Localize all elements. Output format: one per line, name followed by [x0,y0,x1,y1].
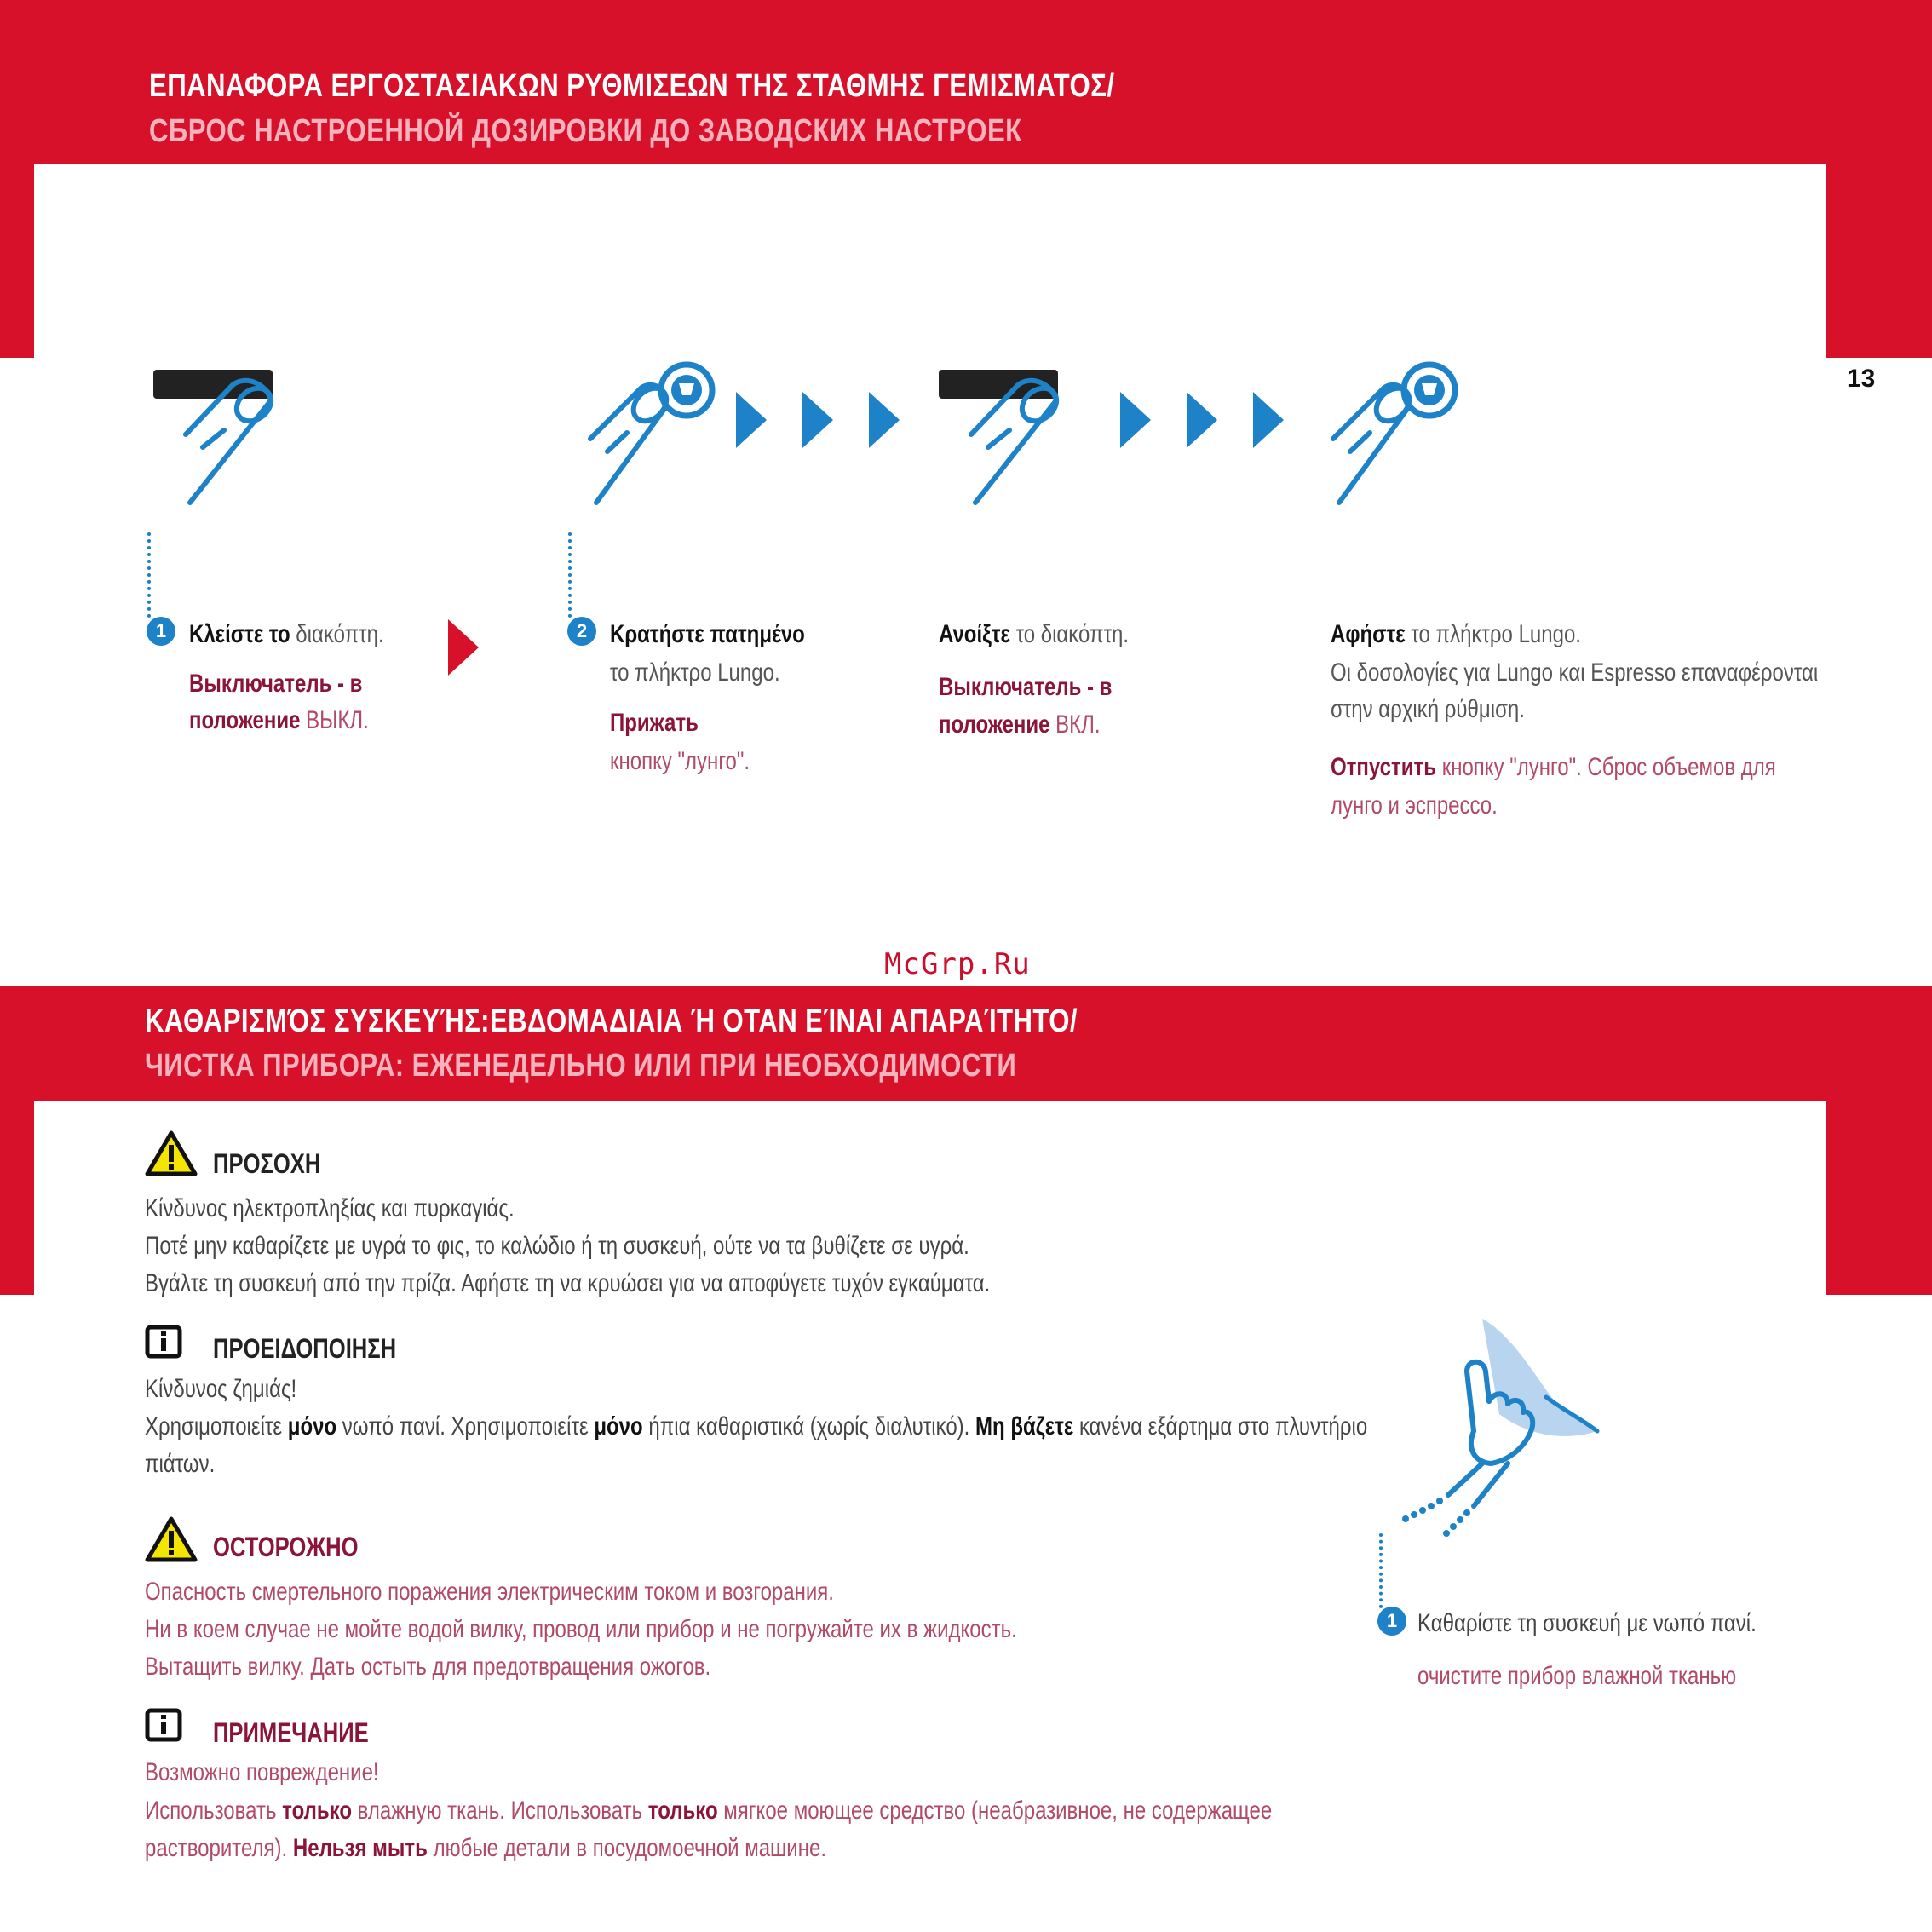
step3-russian-line1: Выключатель - в [939,673,1113,701]
notice-russian-line2: Использовать только влажную ткань. Использовать только мягкое моющее средство (неабразивное, не содержащее [145,1797,1273,1825]
step2-greek-line1: Κρατήστε πατημένο [610,620,805,648]
warning-heading-greek: ΠΡΟΣΟΧΗ [213,1148,321,1179]
warning-triangle-icon [145,1516,198,1562]
warning-greek-line1: Κίνδυνος ηλεκτροπληξίας και πυρκαγιάς. [145,1194,515,1222]
step4-greek-line1: Αφήστε το πλήκτρο Lungo. [1331,620,1581,648]
step1-greek: Κλείστε το διακόπτη. [189,620,384,648]
warning-greek-line3: Βγάλτε τη συσκευή από την πρίζα. Αφήστε τη να κρυώσει για να αποφύγετε τυχόν εγκαύματα. [145,1269,991,1297]
warning-greek-line2: Ποτέ μην καθαρίζετε με υγρά το φις, το καλώδιο ή τη συσκευή, ούτε να τα βυθίζετε σε υγρά. [145,1232,969,1260]
info-icon [145,1708,182,1742]
warning-russian-line1: Опасность смертельного поражения электрическим током и возгорания. [145,1578,834,1606]
clean-step-number: 1 [1377,1607,1406,1636]
step-red-arrow [446,618,480,677]
middle-left-band-tab [0,1101,34,1295]
step1-russian-line1: Выключатель - в [189,670,363,698]
step1-russian-line2: положение ВЫКЛ. [189,706,369,734]
clean-step-dotted-line [1379,1533,1383,1608]
clean-step-greek: Καθαρίστε τη συσκευή με νωπό πανί. [1417,1609,1757,1637]
info-icon [145,1325,182,1359]
step1-dotted-line [147,532,151,618]
warning-triangle-icon [145,1130,198,1176]
arrows-right-2 [1118,390,1289,450]
switch-open-icon [937,366,1082,511]
step4-greek-line3: στην αρχική ρύθμιση. [1331,695,1525,723]
step4-russian-line2: лунго и эспрессо. [1331,791,1498,819]
section2-title-greek: ΚΑΘΑΡΙΣΜΌΣ ΣΥΣΚΕΥΉΣ:ΕΒΔΟΜΑΔΙΑΙΑ Ή ΟΤΑΝ ΕΊΝΑΙ ΑΠΑΡΑΊΤΗΤΟ/ [145,1003,1078,1039]
clean-step-russian: очистите прибор влажной тканью [1417,1662,1737,1690]
step2-greek-line2: το πλήκτρο Lungo. [610,658,780,687]
notice-greek-line1: Κίνδυνος ζημιάς! [145,1375,297,1403]
section1-title-russian: СБРОС НАСТРОЕННОЙ ДОЗИРОВКИ ДО ЗАВОДСКИХ НАСТРОЕК [149,113,1022,149]
section2-title-russian: ЧИСТКА ПРИБОРА: ЕЖЕНЕДЕЛЬНО ИЛИ ПРИ НЕОБХОДИМОСТИ [145,1048,1017,1084]
notice-greek-line3: πιάτων. [145,1450,216,1478]
step2-russian-line1: Прижать [610,709,699,737]
notice-heading-russian: ПРИМЕЧАНИЕ [213,1717,369,1748]
step3-greek: Ανοίξτε το διακόπτη. [939,620,1130,648]
section1-title-greek: ΕΠΑΝΑΦΟΡΑ ΕΡΓΟΣΤΑΣΙΑΚΩΝ ΡΥΘΜΙΣΕΩΝ ΤΗΣ ΣΤΑΘΜΗΣ ΓΕΜΙΣΜΑΤΟΣ/ [149,68,1115,104]
step2-dotted-line [568,532,572,618]
watermark: McGrp.Ru [884,947,1031,981]
page-number: 13 [1847,365,1876,393]
warning-russian-line3: Вытащить вилку. Дать остыть для предотвращения ожогов. [145,1653,711,1681]
notice-heading-greek: ΠΡΟΕΙΔΟΠΟΙΗΣΗ [213,1333,397,1364]
step2-number: 2 [567,617,596,646]
step4-greek-line2: Οι δοσολογίες για Lungo και Espresso επαναφέρονται [1331,658,1819,687]
step2-russian-line2: кнопку "лунго". [610,747,750,775]
step3-russian-line2: положение ВКЛ. [939,710,1101,739]
warning-russian-line2: Ни в коем случае не мойте водой вилку, провод или прибор и не погружайте их в жидкость. [145,1615,1017,1643]
notice-russian-line3: растворителя). Нельзя мыть любые детали в посудомоечной машине. [145,1834,826,1862]
step1-number: 1 [147,617,175,646]
middle-right-band-tab [1826,1101,1932,1295]
arrows-right-1 [734,390,905,450]
notice-russian-line1: Возможно повреждение! [145,1758,379,1786]
hand-cloth-icon [1389,1312,1610,1542]
step4-russian-line1: Отпустить кнопку "лунго". Сброс объемов для [1331,753,1776,781]
notice-greek-line2: Χρησιμοποιείτε μόνο νωπό πανί. Χρησιμοποιείτε μόνο ήπια καθαριστικά (χωρίς διαλυτικό). Μη βάζετε κανένα εξάρτημα στο πλυντήριο [145,1412,1368,1440]
switch-press-icon [152,366,296,511]
lungo-button-press-icon [586,358,722,511]
lungo-button-release-icon [1329,358,1465,511]
top-right-band-tab [1826,164,1932,358]
warning-heading-russian: ОСТОРОЖНО [213,1532,359,1562]
top-left-band-tab [0,164,34,358]
